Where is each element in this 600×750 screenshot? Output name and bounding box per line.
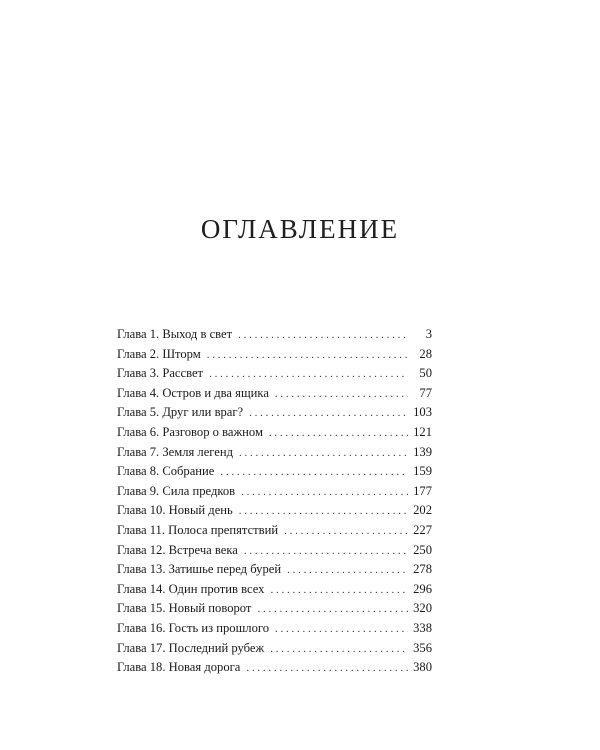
- page-number: 380: [413, 660, 432, 675]
- page-number: 227: [413, 522, 432, 537]
- dot-leader: [275, 385, 408, 405]
- dot-leader: [270, 640, 408, 660]
- chapter-title: Глава 16. Гость из прошлого: [117, 620, 270, 635]
- page-number: 139: [413, 444, 432, 459]
- chapter-title: Глава 2. Шторм: [117, 346, 201, 361]
- dot-leader: [269, 424, 408, 444]
- page-number: 28: [419, 346, 432, 361]
- toc-entry[interactable]: [117, 639, 432, 659]
- chapter-title: Глава 1. Выход в свет: [117, 327, 233, 341]
- page-number: 121: [413, 424, 432, 439]
- page-number: 50: [419, 366, 432, 381]
- toc-entry[interactable]: [117, 482, 432, 502]
- dot-leader: [270, 581, 408, 601]
- chapter-title: Глава 3. Рассвет: [117, 366, 204, 381]
- dot-leader: [246, 659, 408, 679]
- page-number: 77: [419, 385, 432, 400]
- chapter-title: Глава 7. Земля легенд: [117, 444, 234, 459]
- dot-leader: [209, 365, 408, 385]
- page-number: 278: [413, 562, 432, 577]
- toc-entry[interactable]: [117, 423, 432, 443]
- dot-leader: [239, 502, 408, 522]
- chapter-title: Глава 11. Полоса препятствий: [117, 522, 279, 537]
- page-number: 177: [413, 483, 432, 498]
- dot-leader: [244, 542, 408, 562]
- dot-leader: [249, 404, 408, 424]
- toc-entry[interactable]: [117, 521, 432, 541]
- page-number: 202: [413, 503, 432, 518]
- page-number: 3: [425, 327, 432, 341]
- toc-entry[interactable]: [117, 541, 432, 561]
- toc-entry[interactable]: [117, 619, 432, 639]
- page-number: 356: [413, 640, 432, 655]
- chapter-title: Глава 14. Один против всех: [117, 581, 265, 596]
- toc-entry[interactable]: [117, 384, 432, 404]
- toc-entry[interactable]: [117, 364, 432, 384]
- toc-entry[interactable]: [117, 443, 432, 463]
- chapter-title: Глава 13. Затишье перед бурей: [117, 562, 282, 577]
- dot-leader: [257, 600, 408, 620]
- dot-leader: [207, 346, 408, 366]
- chapter-title: Глава 5. Друг или враг?: [117, 405, 244, 420]
- dot-leader: [238, 326, 408, 346]
- page-title: ОГЛАВЛЕНИЕ: [200, 214, 400, 245]
- toc-entry[interactable]: [117, 501, 432, 521]
- chapter-title: Глава 6. Разговор о важном: [117, 424, 263, 439]
- chapter-title: Глава 18. Новая дорога: [117, 660, 241, 675]
- chapter-title: Глава 12. Встреча века: [117, 542, 238, 557]
- toc-entry[interactable]: [117, 345, 432, 365]
- toc-entry[interactable]: [117, 325, 432, 345]
- toc-entry[interactable]: [117, 580, 432, 600]
- toc-entry[interactable]: [117, 658, 432, 678]
- chapter-title: Глава 10. Новый день: [117, 503, 233, 518]
- toc-entry[interactable]: [117, 462, 432, 482]
- chapter-title: Глава 17. Последний рубеж: [117, 640, 265, 655]
- page-number: 159: [413, 464, 432, 479]
- toc-entry[interactable]: [117, 560, 432, 580]
- page-number: 250: [413, 542, 432, 557]
- table-of-contents: [117, 325, 432, 678]
- toc-entry[interactable]: [117, 403, 432, 423]
- chapter-title: Глава 15. Новый поворот: [117, 601, 252, 616]
- dot-leader: [287, 561, 408, 581]
- dot-leader: [275, 620, 408, 640]
- page-number: 320: [413, 601, 432, 616]
- chapter-title: Глава 9. Сила предков: [117, 483, 236, 498]
- page-number: 296: [413, 581, 432, 596]
- dot-leader: [239, 444, 408, 464]
- chapter-title: Глава 8. Собрание: [117, 464, 215, 479]
- toc-entry[interactable]: [117, 599, 432, 619]
- dot-leader: [220, 463, 408, 483]
- page-number: 103: [413, 405, 432, 420]
- dot-leader: [284, 522, 408, 542]
- page-number: 338: [413, 620, 432, 635]
- chapter-title: Глава 4. Остров и два ящика: [117, 385, 269, 400]
- dot-leader: [241, 483, 408, 503]
